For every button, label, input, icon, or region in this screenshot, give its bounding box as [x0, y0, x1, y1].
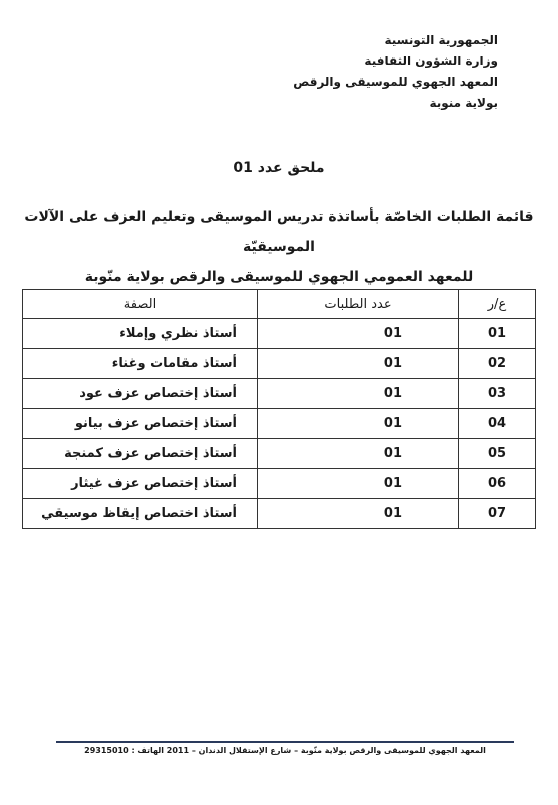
column-header-description: الصفة: [23, 290, 258, 319]
table-row: [23, 499, 536, 529]
letterhead-line-republic: الجمهورية التونسية: [384, 33, 498, 47]
row-number: 02: [459, 349, 536, 379]
row-description: أستاذ إختصاص عزف بيانو: [23, 409, 258, 439]
document-title: [0, 202, 558, 292]
row-number: 07: [459, 499, 536, 529]
row-description: أستاذ مقامات وغناء: [23, 349, 258, 379]
row-number: 04: [459, 409, 536, 439]
table-row: [23, 469, 536, 499]
row-count: 01: [258, 319, 459, 349]
row-count: 01: [258, 349, 459, 379]
letterhead: [293, 30, 498, 114]
footer-address: المعهد الجهوي للموسيقى والرقص بولاية منّوبة – شارع الإستقلال الدندان – 2011 الهاتف : 29315010: [84, 746, 486, 755]
table-row: [23, 379, 536, 409]
row-description: أستاذ نظري وإملاء: [23, 319, 258, 349]
annex-label: ملحق عدد 01: [233, 160, 325, 176]
table-header-row: [23, 290, 536, 319]
table-row: [23, 319, 536, 349]
row-count: 01: [258, 409, 459, 439]
letterhead-line-governorate: بولاية منوبة: [429, 96, 498, 110]
row-count: 01: [258, 469, 459, 499]
row-count: 01: [258, 499, 459, 529]
row-count: 01: [258, 379, 459, 409]
row-description: أستاذ اختصاص إيقاظ موسيقي: [23, 499, 258, 529]
document-title-line-2: للمعهد العمومي الجهوي للموسيقى والرقص بولاية منّوبة: [84, 269, 474, 285]
column-header-number: ع/ر: [459, 290, 536, 319]
table-row: [23, 439, 536, 469]
row-description: أستاذ إختصاص عزف غيثار: [23, 469, 258, 499]
footer-divider: [56, 741, 514, 743]
table-row: [23, 409, 536, 439]
row-number: 03: [459, 379, 536, 409]
column-header-count: عدد الطلبات: [258, 290, 459, 319]
row-count: 01: [258, 439, 459, 469]
letterhead-line-institute: المعهد الجهوي للموسيقى والرقص: [293, 75, 498, 89]
row-description: أستاذ إختصاص عزف كمنجة: [23, 439, 258, 469]
row-description: أستاذ إختصاص عزف عود: [23, 379, 258, 409]
row-number: 01: [459, 319, 536, 349]
letterhead-line-ministry: وزارة الشؤون الثقافية: [364, 54, 498, 68]
row-number: 06: [459, 469, 536, 499]
document-title-line-1: قائمة الطلبات الخاصّة بأساتذة تدريس الموسيقى وتعليم العزف على الآلات الموسيقيّة: [24, 209, 534, 255]
row-number: 05: [459, 439, 536, 469]
requests-table: [22, 289, 536, 529]
table-row: [23, 349, 536, 379]
